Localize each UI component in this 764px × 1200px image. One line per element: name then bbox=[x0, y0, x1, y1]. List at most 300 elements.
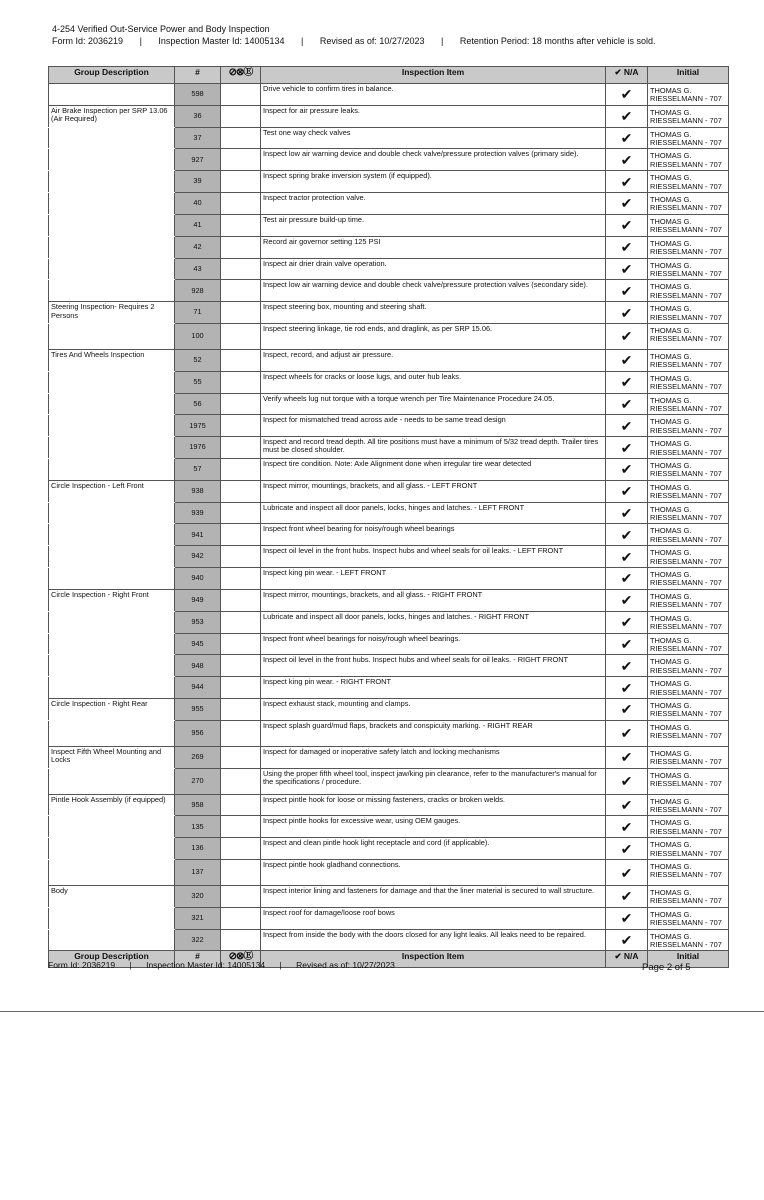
initial-cell: THOMAS G. RIESSELMANN - 707 bbox=[648, 84, 729, 106]
item-number-cell: 269 bbox=[175, 746, 221, 768]
header-meta bbox=[52, 35, 669, 47]
item-number-cell: 137 bbox=[175, 860, 221, 886]
initial-cell: THOMAS G. RIESSELMANN - 707 bbox=[648, 698, 729, 720]
check-cell[interactable] bbox=[606, 214, 648, 236]
status-cell[interactable] bbox=[221, 371, 261, 393]
check-icon: ✔ bbox=[620, 505, 633, 522]
status-cell[interactable] bbox=[221, 886, 261, 908]
check-cell[interactable] bbox=[606, 193, 648, 215]
table-row bbox=[49, 611, 729, 633]
group-description-cell bbox=[49, 280, 175, 302]
check-cell[interactable] bbox=[606, 258, 648, 280]
status-cell[interactable] bbox=[221, 459, 261, 481]
inspection-item-cell: Inspect oil level in the front hubs. Inspect hubs and wheel seals for oil leaks. - LEFT FRONT bbox=[261, 546, 606, 568]
table-row bbox=[49, 349, 729, 371]
table-header-row bbox=[49, 67, 729, 84]
check-cell[interactable] bbox=[606, 768, 648, 794]
initial-cell: THOMAS G. RIESSELMANN - 707 bbox=[648, 127, 729, 149]
table-row bbox=[49, 437, 729, 459]
item-number-cell: 55 bbox=[175, 371, 221, 393]
item-number-cell: 100 bbox=[175, 323, 221, 349]
check-icon: ✔ bbox=[620, 86, 633, 103]
initial-cell: THOMAS G. RIESSELMANN - 707 bbox=[648, 929, 729, 951]
status-cell[interactable] bbox=[221, 698, 261, 720]
item-number-cell: 37 bbox=[175, 127, 221, 149]
status-cell[interactable] bbox=[221, 171, 261, 193]
inspection-item-cell: Inspect mirror, mountings, brackets, and all glass. - LEFT FRONT bbox=[261, 480, 606, 502]
check-cell[interactable] bbox=[606, 349, 648, 371]
separator: | bbox=[301, 36, 304, 46]
item-number-cell: 39 bbox=[175, 171, 221, 193]
status-cell[interactable] bbox=[221, 794, 261, 816]
check-icon: ✔ bbox=[620, 910, 633, 927]
item-number-cell: 956 bbox=[175, 720, 221, 746]
item-number-cell: 948 bbox=[175, 655, 221, 677]
table-row bbox=[49, 502, 729, 524]
initial-cell: THOMAS G. RIESSELMANN - 707 bbox=[648, 480, 729, 502]
group-description-cell bbox=[49, 84, 175, 106]
group-description-cell bbox=[49, 415, 175, 437]
inspection-item-cell: Verify wheels lug nut torque with a torque wrench per Tire Maintenance Procedure 24.05. bbox=[261, 393, 606, 415]
initial-cell: THOMAS G. RIESSELMANN - 707 bbox=[648, 794, 729, 816]
item-number-cell: 36 bbox=[175, 105, 221, 127]
initial-cell: THOMAS G. RIESSELMANN - 707 bbox=[648, 546, 729, 568]
check-cell[interactable] bbox=[606, 459, 648, 481]
initial-cell: THOMAS G. RIESSELMANN - 707 bbox=[648, 502, 729, 524]
table-row bbox=[49, 127, 729, 149]
check-icon: ✔ bbox=[620, 888, 633, 905]
inspection-item-cell: Inspect splash guard/mud flaps, brackets and conspicuity marking. - RIGHT REAR bbox=[261, 720, 606, 746]
group-description-cell bbox=[49, 193, 175, 215]
check-cell[interactable] bbox=[606, 746, 648, 768]
inspection-item-cell: Using the proper fifth wheel tool, inspect jaw/king pin clearance, refer to the manufacturer's manual for the specifications / procedure. bbox=[261, 768, 606, 794]
initial-cell: THOMAS G. RIESSELMANN - 707 bbox=[648, 589, 729, 611]
status-cell[interactable] bbox=[221, 816, 261, 838]
status-cell[interactable] bbox=[221, 127, 261, 149]
item-number-cell: 43 bbox=[175, 258, 221, 280]
check-cell[interactable] bbox=[606, 794, 648, 816]
separator: | bbox=[129, 960, 132, 970]
check-cell[interactable] bbox=[606, 480, 648, 502]
status-cell[interactable] bbox=[221, 568, 261, 590]
check-cell[interactable] bbox=[606, 698, 648, 720]
item-number-cell: 40 bbox=[175, 193, 221, 215]
inspection-item-cell: Inspect steering linkage, tie rod ends, and draglink, as per SRP 15.06. bbox=[261, 323, 606, 349]
item-number-cell: 938 bbox=[175, 480, 221, 502]
check-icon: ✔ bbox=[620, 108, 633, 125]
table-row bbox=[49, 323, 729, 349]
table-row bbox=[49, 524, 729, 546]
check-cell[interactable] bbox=[606, 149, 648, 171]
inspection-item-cell: Test one way check valves bbox=[261, 127, 606, 149]
initial-cell: THOMAS G. RIESSELMANN - 707 bbox=[648, 720, 729, 746]
status-cell[interactable] bbox=[221, 768, 261, 794]
item-number-cell: 941 bbox=[175, 524, 221, 546]
item-number-cell: 1976 bbox=[175, 437, 221, 459]
check-icon: ✔ bbox=[620, 151, 633, 168]
group-description-cell bbox=[49, 768, 175, 794]
inspection-item-cell: Inspect pintle hook gladhand connections. bbox=[261, 860, 606, 886]
table-row bbox=[49, 720, 729, 746]
item-number-cell: 949 bbox=[175, 589, 221, 611]
group-description-cell bbox=[49, 816, 175, 838]
initial-cell: THOMAS G. RIESSELMANN - 707 bbox=[648, 323, 729, 349]
status-cell[interactable] bbox=[221, 149, 261, 171]
check-cell[interactable] bbox=[606, 677, 648, 699]
table-row bbox=[49, 907, 729, 929]
table-row bbox=[49, 393, 729, 415]
status-cell[interactable] bbox=[221, 84, 261, 106]
item-number-cell: 927 bbox=[175, 149, 221, 171]
check-icon: ✔ bbox=[620, 526, 633, 543]
item-number-cell: 958 bbox=[175, 794, 221, 816]
check-cell[interactable] bbox=[606, 524, 648, 546]
initial-cell: THOMAS G. RIESSELMANN - 707 bbox=[648, 105, 729, 127]
table-row bbox=[49, 546, 729, 568]
inspection-item-cell: Inspect and clean pintle hook light receptacle and cord (if applicable). bbox=[261, 838, 606, 860]
table-row bbox=[49, 677, 729, 699]
inspection-item-cell: Inspect tire condition. Note: Axle Alignment done when irregular tire wear detected bbox=[261, 459, 606, 481]
table-row bbox=[49, 768, 729, 794]
page-number: Page 2 of 5 bbox=[642, 962, 691, 973]
group-description-cell bbox=[49, 437, 175, 459]
status-cell[interactable] bbox=[221, 677, 261, 699]
table-row bbox=[49, 816, 729, 838]
item-number-cell: 71 bbox=[175, 302, 221, 324]
inspection-item-cell: Test air pressure build-up time. bbox=[261, 214, 606, 236]
check-icon: ✔ bbox=[620, 395, 633, 412]
initial-cell: THOMAS G. RIESSELMANN - 707 bbox=[648, 860, 729, 886]
inspection-item-cell: Inspect air drier drain valve operation. bbox=[261, 258, 606, 280]
group-description-cell bbox=[49, 633, 175, 655]
initial-cell: THOMAS G. RIESSELMANN - 707 bbox=[648, 768, 729, 794]
status-cell[interactable] bbox=[221, 546, 261, 568]
initial-cell: THOMAS G. RIESSELMANN - 707 bbox=[648, 349, 729, 371]
table-row bbox=[49, 236, 729, 258]
table-row bbox=[49, 193, 729, 215]
check-icon: ✔ bbox=[620, 173, 633, 190]
check-cell[interactable] bbox=[606, 393, 648, 415]
initial-cell: THOMAS G. RIESSELMANN - 707 bbox=[648, 437, 729, 459]
check-cell[interactable] bbox=[606, 568, 648, 590]
inspection-item-cell: Inspect spring brake inversion system (if equipped). bbox=[261, 171, 606, 193]
document-title: 4-254 Verified Out-Service Power and Body Inspection bbox=[52, 24, 270, 34]
col-initial: Initial bbox=[648, 951, 729, 968]
initial-cell: THOMAS G. RIESSELMANN - 707 bbox=[648, 524, 729, 546]
check-cell[interactable] bbox=[606, 633, 648, 655]
check-icon: ✔ bbox=[620, 217, 633, 234]
check-icon: ✔ bbox=[620, 635, 633, 652]
group-description-cell bbox=[49, 236, 175, 258]
check-icon: ✔ bbox=[620, 840, 633, 857]
initial-cell: THOMAS G. RIESSELMANN - 707 bbox=[648, 171, 729, 193]
group-description-cell bbox=[49, 323, 175, 349]
inspection-item-cell: Inspect, record, and adjust air pressure. bbox=[261, 349, 606, 371]
group-description-cell bbox=[49, 459, 175, 481]
inspection-item-cell: Inspect pintle hook for loose or missing fasteners, cracks or broken welds. bbox=[261, 794, 606, 816]
check-icon: ✔ bbox=[620, 614, 633, 631]
item-number-cell: 955 bbox=[175, 698, 221, 720]
inspection-item-cell: Inspect roof for damage/loose roof bows bbox=[261, 907, 606, 929]
item-number-cell: 598 bbox=[175, 84, 221, 106]
item-number-cell: 42 bbox=[175, 236, 221, 258]
initial-cell: THOMAS G. RIESSELMANN - 707 bbox=[648, 655, 729, 677]
item-number-cell: 945 bbox=[175, 633, 221, 655]
check-icon: ✔ bbox=[620, 282, 633, 299]
check-icon: ✔ bbox=[620, 725, 633, 742]
inspection-item-cell: Inspect tractor protection valve. bbox=[261, 193, 606, 215]
inspection-item-cell: Inspect interior lining and fasteners for damage and that the liner material is secured to wall structure. bbox=[261, 886, 606, 908]
check-icon: ✔ bbox=[620, 304, 633, 321]
status-cell[interactable] bbox=[221, 280, 261, 302]
initial-cell: THOMAS G. RIESSELMANN - 707 bbox=[648, 907, 729, 929]
retention-period: Retention Period: 18 months after vehicle is sold. bbox=[459, 36, 656, 46]
col-initial: Initial bbox=[648, 67, 729, 84]
status-cell[interactable] bbox=[221, 415, 261, 437]
group-description-cell bbox=[49, 524, 175, 546]
inspection-item-cell: Inspect king pin wear. - RIGHT FRONT bbox=[261, 677, 606, 699]
status-cell[interactable] bbox=[221, 929, 261, 951]
check-cell[interactable] bbox=[606, 236, 648, 258]
group-description-cell: Inspect Fifth Wheel Mounting and Locks bbox=[49, 746, 175, 768]
check-cell[interactable] bbox=[606, 280, 648, 302]
table-row bbox=[49, 459, 729, 481]
group-description-cell bbox=[49, 127, 175, 149]
check-cell[interactable] bbox=[606, 816, 648, 838]
check-cell[interactable] bbox=[606, 502, 648, 524]
table-row bbox=[49, 105, 729, 127]
table-row bbox=[49, 371, 729, 393]
table-row bbox=[49, 171, 729, 193]
group-description-cell bbox=[49, 907, 175, 929]
group-description-cell: Steering Inspection- Requires 2 Persons bbox=[49, 302, 175, 324]
initial-cell: THOMAS G. RIESSELMANN - 707 bbox=[648, 193, 729, 215]
check-cell[interactable] bbox=[606, 907, 648, 929]
inspection-item-cell: Inspect pintle hooks for excessive wear, using OEM gauges. bbox=[261, 816, 606, 838]
check-cell[interactable] bbox=[606, 546, 648, 568]
table-row bbox=[49, 302, 729, 324]
inspection-item-cell: Inspect for damaged or inoperative safety latch and locking mechanisms bbox=[261, 746, 606, 768]
item-number-cell: 321 bbox=[175, 907, 221, 929]
group-description-cell bbox=[49, 655, 175, 677]
status-cell[interactable] bbox=[221, 720, 261, 746]
check-cell[interactable] bbox=[606, 860, 648, 886]
item-number-cell: 135 bbox=[175, 816, 221, 838]
check-icon: ✔ bbox=[620, 352, 633, 369]
col-inspection-item: Inspection Item bbox=[261, 67, 606, 84]
group-description-cell bbox=[49, 214, 175, 236]
check-icon: ✔ bbox=[620, 417, 633, 434]
item-number-cell: 52 bbox=[175, 349, 221, 371]
initial-cell: THOMAS G. RIESSELMANN - 707 bbox=[648, 746, 729, 768]
table-row bbox=[49, 415, 729, 437]
inspection-item-cell: Inspect mirror, mountings, brackets, and all glass. - RIGHT FRONT bbox=[261, 589, 606, 611]
status-cell[interactable] bbox=[221, 302, 261, 324]
item-number-cell: 940 bbox=[175, 568, 221, 590]
check-cell[interactable] bbox=[606, 171, 648, 193]
inspection-item-cell: Inspect oil level in the front hubs. Inspect hubs and wheel seals for oil leaks. - RIGHT FRONT bbox=[261, 655, 606, 677]
check-icon: ✔ bbox=[620, 818, 633, 835]
check-icon: ✔ bbox=[620, 461, 633, 478]
group-description-cell: Circle Inspection - Right Rear bbox=[49, 698, 175, 720]
initial-cell: THOMAS G. RIESSELMANN - 707 bbox=[648, 568, 729, 590]
check-cell[interactable] bbox=[606, 127, 648, 149]
status-icons: ⊘⊗Ⓔ bbox=[228, 67, 253, 78]
inspection-item-cell: Inspect low air warning device and double check valve/pressure protection valves (secondary side). bbox=[261, 280, 606, 302]
inspection-item-cell: Inspect low air warning device and double check valve/pressure protection valves (primary side). bbox=[261, 149, 606, 171]
status-icons: ⊘⊗Ⓔ bbox=[228, 951, 253, 963]
check-icon: ✔ bbox=[620, 773, 633, 790]
group-description-cell: Body bbox=[49, 886, 175, 908]
status-cell[interactable] bbox=[221, 323, 261, 349]
table-row bbox=[49, 838, 729, 860]
initial-cell: THOMAS G. RIESSELMANN - 707 bbox=[648, 633, 729, 655]
col-check-na: ✔ N/A bbox=[606, 67, 648, 84]
group-description-cell bbox=[49, 546, 175, 568]
table-row bbox=[49, 84, 729, 106]
separator: | bbox=[279, 960, 282, 970]
group-description-cell bbox=[49, 720, 175, 746]
initial-cell: THOMAS G. RIESSELMANN - 707 bbox=[648, 149, 729, 171]
status-cell[interactable] bbox=[221, 838, 261, 860]
check-icon: ✔ bbox=[620, 548, 633, 565]
group-description-cell bbox=[49, 393, 175, 415]
table-row bbox=[49, 860, 729, 886]
table-row bbox=[49, 794, 729, 816]
check-cell[interactable] bbox=[606, 84, 648, 106]
status-cell[interactable] bbox=[221, 655, 261, 677]
group-description-cell bbox=[49, 371, 175, 393]
group-description-cell: Tires And Wheels Inspection bbox=[49, 349, 175, 371]
check-cell[interactable] bbox=[606, 838, 648, 860]
initial-cell: THOMAS G. RIESSELMANN - 707 bbox=[648, 838, 729, 860]
status-cell[interactable] bbox=[221, 193, 261, 215]
status-cell[interactable] bbox=[221, 611, 261, 633]
table-row bbox=[49, 258, 729, 280]
check-icon: ✔ bbox=[620, 749, 633, 766]
item-number-cell: 41 bbox=[175, 214, 221, 236]
check-cell[interactable] bbox=[606, 371, 648, 393]
col-group-description: Group Description bbox=[49, 951, 175, 968]
inspection-item-cell: Inspect from inside the body with the doors closed for any light leaks. All leaks need to be repaired. bbox=[261, 929, 606, 951]
status-cell[interactable] bbox=[221, 633, 261, 655]
status-cell[interactable] bbox=[221, 907, 261, 929]
status-cell[interactable] bbox=[221, 437, 261, 459]
initial-cell: THOMAS G. RIESSELMANN - 707 bbox=[648, 677, 729, 699]
check-cell[interactable] bbox=[606, 302, 648, 324]
status-cell[interactable] bbox=[221, 258, 261, 280]
check-cell[interactable] bbox=[606, 886, 648, 908]
item-number-cell: 942 bbox=[175, 546, 221, 568]
footer-form-id: Form Id: 2036219 bbox=[48, 960, 116, 970]
group-description-cell: Pintle Hook Assembly (if equipped) bbox=[49, 794, 175, 816]
check-cell[interactable] bbox=[606, 589, 648, 611]
status-cell[interactable] bbox=[221, 502, 261, 524]
initial-cell: THOMAS G. RIESSELMANN - 707 bbox=[648, 611, 729, 633]
check-icon: ✔ bbox=[620, 932, 633, 949]
check-icon: ✔ bbox=[620, 328, 633, 345]
inspection-item-cell: Inspect and record tread depth. All tire positions must have a minimum of 5/32 tread depth. Trailer tires must be closed shoulder. bbox=[261, 437, 606, 459]
check-cell[interactable] bbox=[606, 323, 648, 349]
initial-cell: THOMAS G. RIESSELMANN - 707 bbox=[648, 236, 729, 258]
footer-revised: Revised as of: 10/27/2023 bbox=[296, 960, 395, 970]
inspection-item-cell: Inspect for air pressure leaks. bbox=[261, 105, 606, 127]
status-cell[interactable] bbox=[221, 214, 261, 236]
initial-cell: THOMAS G. RIESSELMANN - 707 bbox=[648, 371, 729, 393]
inspection-item-cell: Lubricate and inspect all door panels, locks, hinges and latches. - LEFT FRONT bbox=[261, 502, 606, 524]
check-cell[interactable] bbox=[606, 611, 648, 633]
group-description-cell bbox=[49, 171, 175, 193]
check-icon: ✔ bbox=[620, 260, 633, 277]
col-check-na: ✔ N/A bbox=[606, 951, 648, 968]
status-cell[interactable] bbox=[221, 589, 261, 611]
inspection-item-cell: Inspect front wheel bearings for noisy/rough wheel bearings. bbox=[261, 633, 606, 655]
group-description-cell: Circle Inspection - Right Front bbox=[49, 589, 175, 611]
table-row bbox=[49, 929, 729, 951]
check-cell[interactable] bbox=[606, 929, 648, 951]
footer-master-id: Inspection Master Id: 14005134 bbox=[146, 960, 266, 970]
table-row bbox=[49, 280, 729, 302]
status-cell[interactable] bbox=[221, 349, 261, 371]
group-description-cell bbox=[49, 502, 175, 524]
table-row bbox=[49, 214, 729, 236]
table-row bbox=[49, 480, 729, 502]
status-cell[interactable] bbox=[221, 480, 261, 502]
item-number-cell: 320 bbox=[175, 886, 221, 908]
status-cell[interactable] bbox=[221, 105, 261, 127]
item-number-cell: 944 bbox=[175, 677, 221, 699]
check-icon: ✔ bbox=[620, 657, 633, 674]
check-icon: ✔ bbox=[620, 701, 633, 718]
col-number: # bbox=[175, 951, 221, 968]
table-row bbox=[49, 886, 729, 908]
check-cell[interactable] bbox=[606, 655, 648, 677]
status-cell[interactable] bbox=[221, 860, 261, 886]
separator: | bbox=[139, 36, 142, 46]
status-cell[interactable] bbox=[221, 393, 261, 415]
table-row bbox=[49, 633, 729, 655]
inspection-item-cell: Drive vehicle to confirm tires in balance. bbox=[261, 84, 606, 106]
check-icon: ✔ bbox=[620, 483, 633, 500]
status-cell[interactable] bbox=[221, 524, 261, 546]
col-group-description: Group Description bbox=[49, 67, 175, 84]
table-row bbox=[49, 149, 729, 171]
initial-cell: THOMAS G. RIESSELMANN - 707 bbox=[648, 214, 729, 236]
check-cell[interactable] bbox=[606, 437, 648, 459]
check-cell[interactable] bbox=[606, 415, 648, 437]
check-cell[interactable] bbox=[606, 105, 648, 127]
group-description-cell bbox=[49, 860, 175, 886]
item-number-cell: 270 bbox=[175, 768, 221, 794]
form-id: Form Id: 2036219 bbox=[52, 36, 124, 46]
initial-cell: THOMAS G. RIESSELMANN - 707 bbox=[648, 415, 729, 437]
check-icon: ✔ bbox=[620, 195, 633, 212]
inspection-item-cell: Inspect wheels for cracks or loose lugs, and outer hub leaks. bbox=[261, 371, 606, 393]
item-number-cell: 939 bbox=[175, 502, 221, 524]
status-cell[interactable] bbox=[221, 236, 261, 258]
group-description-cell bbox=[49, 677, 175, 699]
inspection-item-cell: Inspect exhaust stack, mounting and clamps. bbox=[261, 698, 606, 720]
initial-cell: THOMAS G. RIESSELMANN - 707 bbox=[648, 258, 729, 280]
inspection-item-cell: Inspect for mismatched tread across axle - needs to be same tread design bbox=[261, 415, 606, 437]
check-icon: ✔ bbox=[620, 679, 633, 696]
group-description-cell bbox=[49, 838, 175, 860]
group-description-cell bbox=[49, 611, 175, 633]
item-number-cell: 57 bbox=[175, 459, 221, 481]
check-cell[interactable] bbox=[606, 720, 648, 746]
status-cell[interactable] bbox=[221, 746, 261, 768]
table-row bbox=[49, 589, 729, 611]
